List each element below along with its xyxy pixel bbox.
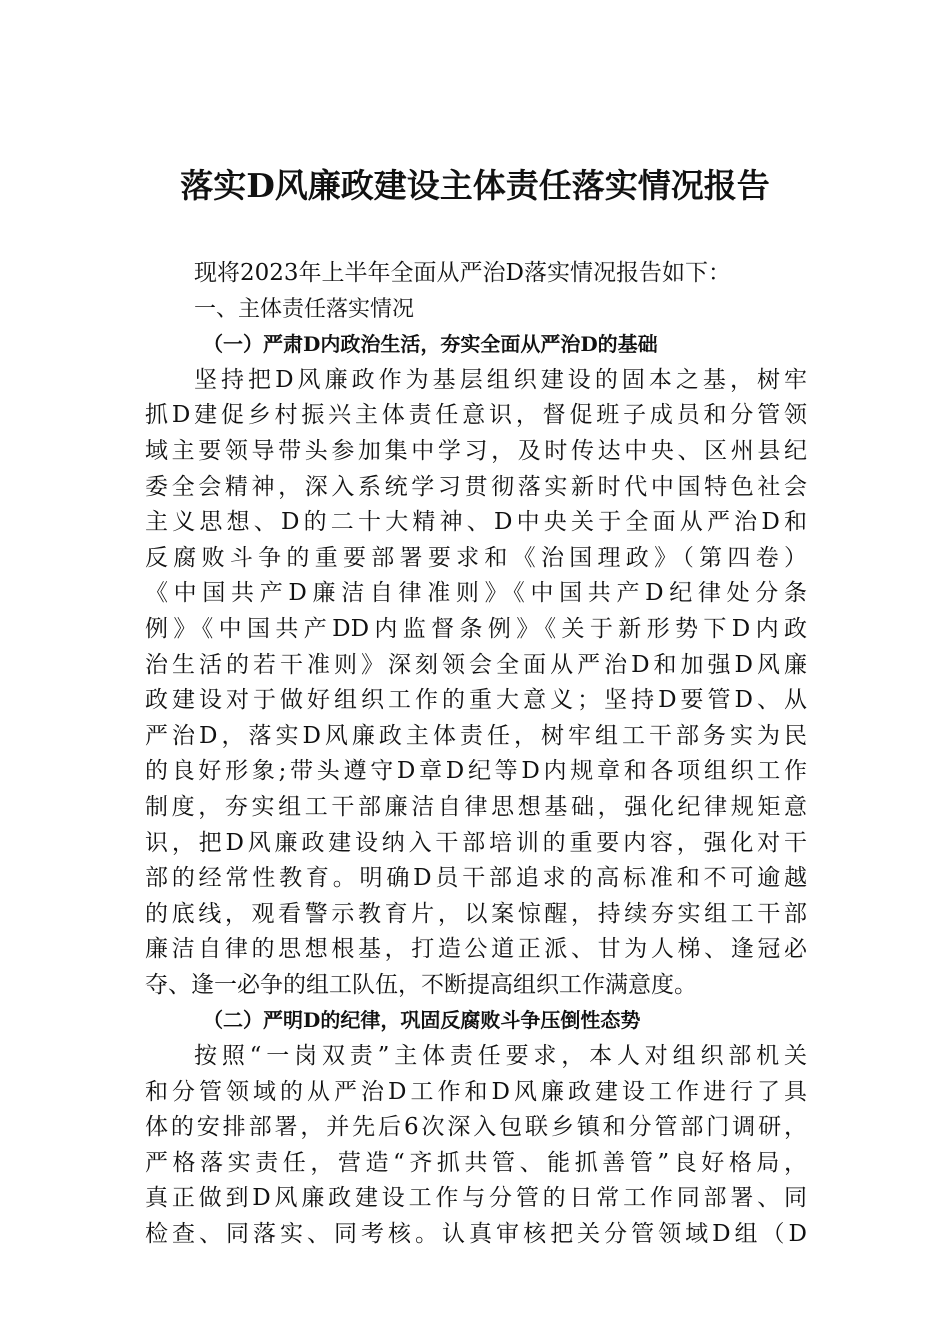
document-body (145, 256, 807, 1253)
paragraph-line: 例》《中国共产DD内监督条例》《关于新形势下D内政 (145, 615, 807, 642)
paragraph-line: 的底线，观看警示教育片，以案惊醒，持续夯实组工干部 (145, 900, 807, 927)
paragraph-line: 按照“一岗双责”主体责任要求，本人对组织部机关 (194, 1043, 807, 1070)
paragraph-line: 政建设对于做好组织工作的重大意义；坚持D要管D、从 (145, 687, 807, 714)
paragraph-line: 坚持把D风廉政作为基层组织建设的固本之基，树牢 (194, 366, 807, 393)
paragraph-line: 识，把D风廉政建设纳入干部培训的重要内容，强化对干 (145, 829, 807, 856)
paragraph-line: 真正做到D风廉政建设工作与分管的日常工作同部署、同 (145, 1185, 807, 1212)
paragraph-line: 部的经常性教育。明确D员干部追求的高标准和不可逾越 (145, 865, 807, 892)
paragraph-line: 反腐败斗争的重要部署要求和《治国理政》（第四卷） (145, 544, 807, 571)
paragraph-line: 严格落实责任，营造“齐抓共管、能抓善管”良好格局， (145, 1149, 807, 1176)
paragraph-line: 委全会精神，深入系统学习贯彻落实新时代中国特色社会 (145, 473, 807, 500)
subsection-heading-1: （一）严肃D内政治生活，夯实全面从严治D的基础 (203, 332, 658, 357)
paragraph-line: 主义思想、D的二十大精神、D中央关于全面从严治D和 (145, 509, 807, 536)
paragraph-line: 廉洁自律的思想根基，打造公道正派、甘为人梯、逢冠必 (145, 936, 807, 963)
section-heading-1: 一、主体责任落实情况 (194, 296, 415, 322)
document-title: 落实D风廉政建设主体责任落实情况报告 (180, 166, 770, 205)
paragraph-line: 和分管领域的从严治D工作和D风廉政建设工作进行了具 (145, 1078, 807, 1105)
paragraph-line: 严治D，落实D风廉政主体责任，树牢组工干部务实为民 (145, 722, 807, 749)
subsection-heading-2: （二）严明D的纪律，巩固反腐败斗争压倒性态势 (203, 1008, 641, 1033)
paragraph-line: 抓D建促乡村振兴主体责任意识，督促班子成员和分管领 (145, 402, 807, 429)
paragraph-line: 《中国共产D廉洁自律准则》《中国共产D纪律处分条 (145, 580, 807, 607)
paragraph-line-last: 夺、逢一必争的组工队伍，不断提高组织工作满意度。 (145, 971, 697, 998)
paragraph-line: 治生活的若干准则》深刻领会全面从严治D和加强D风廉 (145, 651, 807, 678)
paragraph-line: 检查、同落实、同考核。认真审核把关分管领域D组（D (145, 1221, 807, 1248)
paragraph-line: 域主要领导带头参加集中学习，及时传达中央、区州县纪 (145, 437, 807, 464)
paragraph-line: 的良好形象;带头遵守D章D纪等D内规章和各项组织工作 (145, 758, 807, 785)
paragraph-line: 制度，夯实组工干部廉洁自律思想基础，强化纪律规矩意 (145, 793, 807, 820)
intro-paragraph-line: 现将2023年上半年全面从严治D落实情况报告如下： (194, 260, 731, 286)
paragraph-line: 体的安排部署，并先后6次深入包联乡镇和分管部门调研， (145, 1114, 807, 1141)
